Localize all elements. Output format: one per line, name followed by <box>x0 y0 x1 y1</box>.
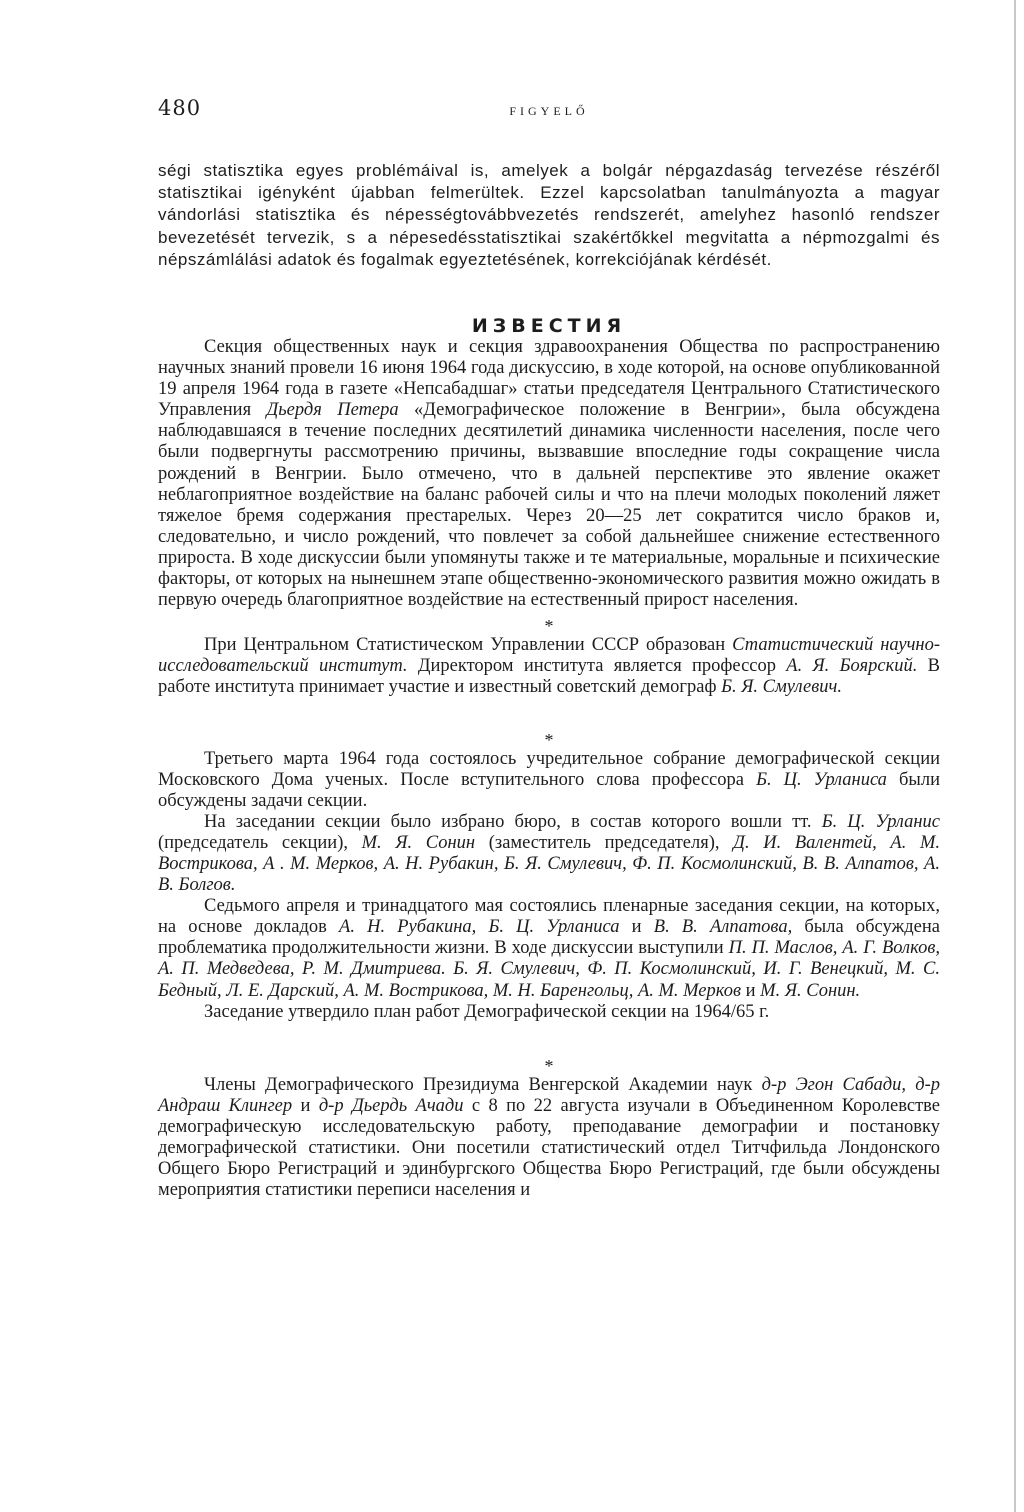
separator-star: * <box>544 729 554 750</box>
text-run: Седьмого апреля и тринадцатого мая состоялись пленарные заседания секции, на которых, на основе докладов <box>158 896 940 938</box>
running-head: FIGYELŐ <box>509 104 589 118</box>
separator-star: * <box>544 1055 554 1076</box>
person-name: Б. Ц. Урланис <box>821 811 940 832</box>
text-run: (заместитель председателя), <box>475 832 734 853</box>
page-header <box>158 96 940 126</box>
news-item-uk-visit <box>158 1075 940 1202</box>
news-item-discussion <box>158 337 940 611</box>
person-names: П. П. Маслов, А. Г. Волков, А. П. Медведева, Р. М. Дмитриева. Б. Я. Смулевич, Ф. П. Космолинский, И. Г. Венецкий, М. С. Бедный, Л. Е. Дарский, А. М. Вострикова, М. Н. Баренгольц, А. М. Мерков <box>158 938 940 1001</box>
news-body <box>158 337 940 1201</box>
text-run: Директором института является профессор <box>407 656 787 677</box>
person-name: М. Я. Сонин. <box>760 980 861 1001</box>
text-run: были обсуждены задачи секции. <box>158 769 940 811</box>
person-names: д-р Эгон Сабади, д-р Андраш Клингер <box>158 1074 940 1116</box>
person-name: Б. Ц. Урланиса <box>756 769 887 790</box>
text-run: и <box>292 1095 319 1116</box>
person-name: д-р Дьердь Ачади <box>318 1095 464 1116</box>
person-names: Д. И. Валентей, А. М. Востpикова, А . М. Мерков, А. Н. Рубакин, Б. Я. Смулевич, Ф. П. Космолинский, В. В. Алпатов, А. В. Болгов. <box>158 832 941 896</box>
section-title: ИЗВЕСТИЯ <box>471 315 627 338</box>
separator-star: * <box>544 616 554 637</box>
news-item-moscow-section <box>158 749 940 812</box>
person-name: Дьердя Петера <box>266 400 399 421</box>
text-run: Секция общественных наук и секция здравоохранения Общества по распространению научных знаний провели 16 июня 1964 года дискуссию, в ходе которой, на основе опубликованной 19 апреля 1964 года в газете «Непсабадшаг» статьи председателя Центрального Статистического Управления <box>158 337 940 421</box>
person-names: А. Н. Рубакина, Б. Ц. Урланиса <box>339 917 620 938</box>
text-run: «Демографическое положение в Венгрии», была обсуждена наблюдавшаяся в течение последних десятилетий динамика численности населения, после чего были подвергнуты рассмотрению причины, вызвавшие впоследние годы сокращение числа рождений в Венгрии. Было отмечено, что в дальней перспективе это явление окажет неблагоприятное воздействие на баланс рабочей силы и что на плечи молодых поколений ляжет тяжелое бремя содержания престарелых. Через 20—25 лет сократится число браков и, следовательно, и число рождений, что повлечет за собой дальнейшее снижение естественного прироста. В ходе дискуссии были упомянуты также и те материальные, моральные и психические факторы, от которых на нынешнем этапе общественно-экономического развития можно ожидать в первую очередь благоприятное воздействие на естественный прирост населения. <box>158 400 941 611</box>
text-run: На заседании секции было избрано бюро, в состав которого вошли тт. <box>204 811 822 832</box>
news-item-plan: Заседание утвердило план работ Демографической секции на 1964/65 г. <box>204 1001 770 1022</box>
text-run: и <box>619 917 654 938</box>
person-name: Б. Я. Смулевич. <box>721 677 842 698</box>
text-run: была обсуждена проблематика продолжительности жизни. В ходе дискуссии выступили <box>158 917 940 959</box>
hungarian-paragraph: ségi statisztika egyes problémáival is, amelyek a bolgár népgazdaság tervezése részéről statisztikai igényként újabban felmerültek. Ezzel kapcsolatban tanulmányozta a magyar vándorlási statisztika és népességtovábbvezetés rendszerét, amelyhez hasonló rendszer bevezetését tervezik, s a népesedésstatisztikai szakértőkkel megvitatta a népmozgalmi és népszámlálási adatok és fogalmak egyeztetésének, korrekciójának kérdését. <box>158 161 940 269</box>
person-name: М. Я. Сонин <box>361 832 476 853</box>
news-item-bureau <box>158 812 940 896</box>
text-run: Члены Демографического Президиума Венгерской Академии наук <box>204 1074 762 1095</box>
text-run: и <box>741 980 761 1001</box>
text-run: (председатель секции), <box>158 832 362 853</box>
journal-page <box>158 96 940 1201</box>
news-item-institute <box>158 635 940 698</box>
text-run: с 8 по 22 августа изучали в Объединенном Королевстве демографическую исследовательскую работу, преподавание демографии и постановку демографической статистики. Они посетили статистический отдел Титчфильда Лондонского Общего Бюро Регистраций и эдинбургского Общества Бюро Регистраций, где были обсуждены мероприятия статистики переписи населения и <box>158 1095 941 1201</box>
text-run: В работе института принимает участие и известный советский демограф <box>158 656 941 698</box>
institute-name: Статистический научно-исследовательский институт. <box>158 635 941 677</box>
person-name: В. В. Алпатова, <box>653 917 793 938</box>
news-item-plenary <box>158 896 940 1001</box>
page-number: 480 <box>158 96 202 120</box>
page-edge-line <box>1014 0 1016 1512</box>
person-name: А. Я. Боярский. <box>786 656 918 677</box>
text-run: Третьего марта 1964 года состоялось учредительное собрание демографической секции Московского Дома ученых. После вступительного слова профессора <box>158 748 940 790</box>
text-run: При Центральном Статистическом Управлении СССР образован <box>204 635 733 656</box>
